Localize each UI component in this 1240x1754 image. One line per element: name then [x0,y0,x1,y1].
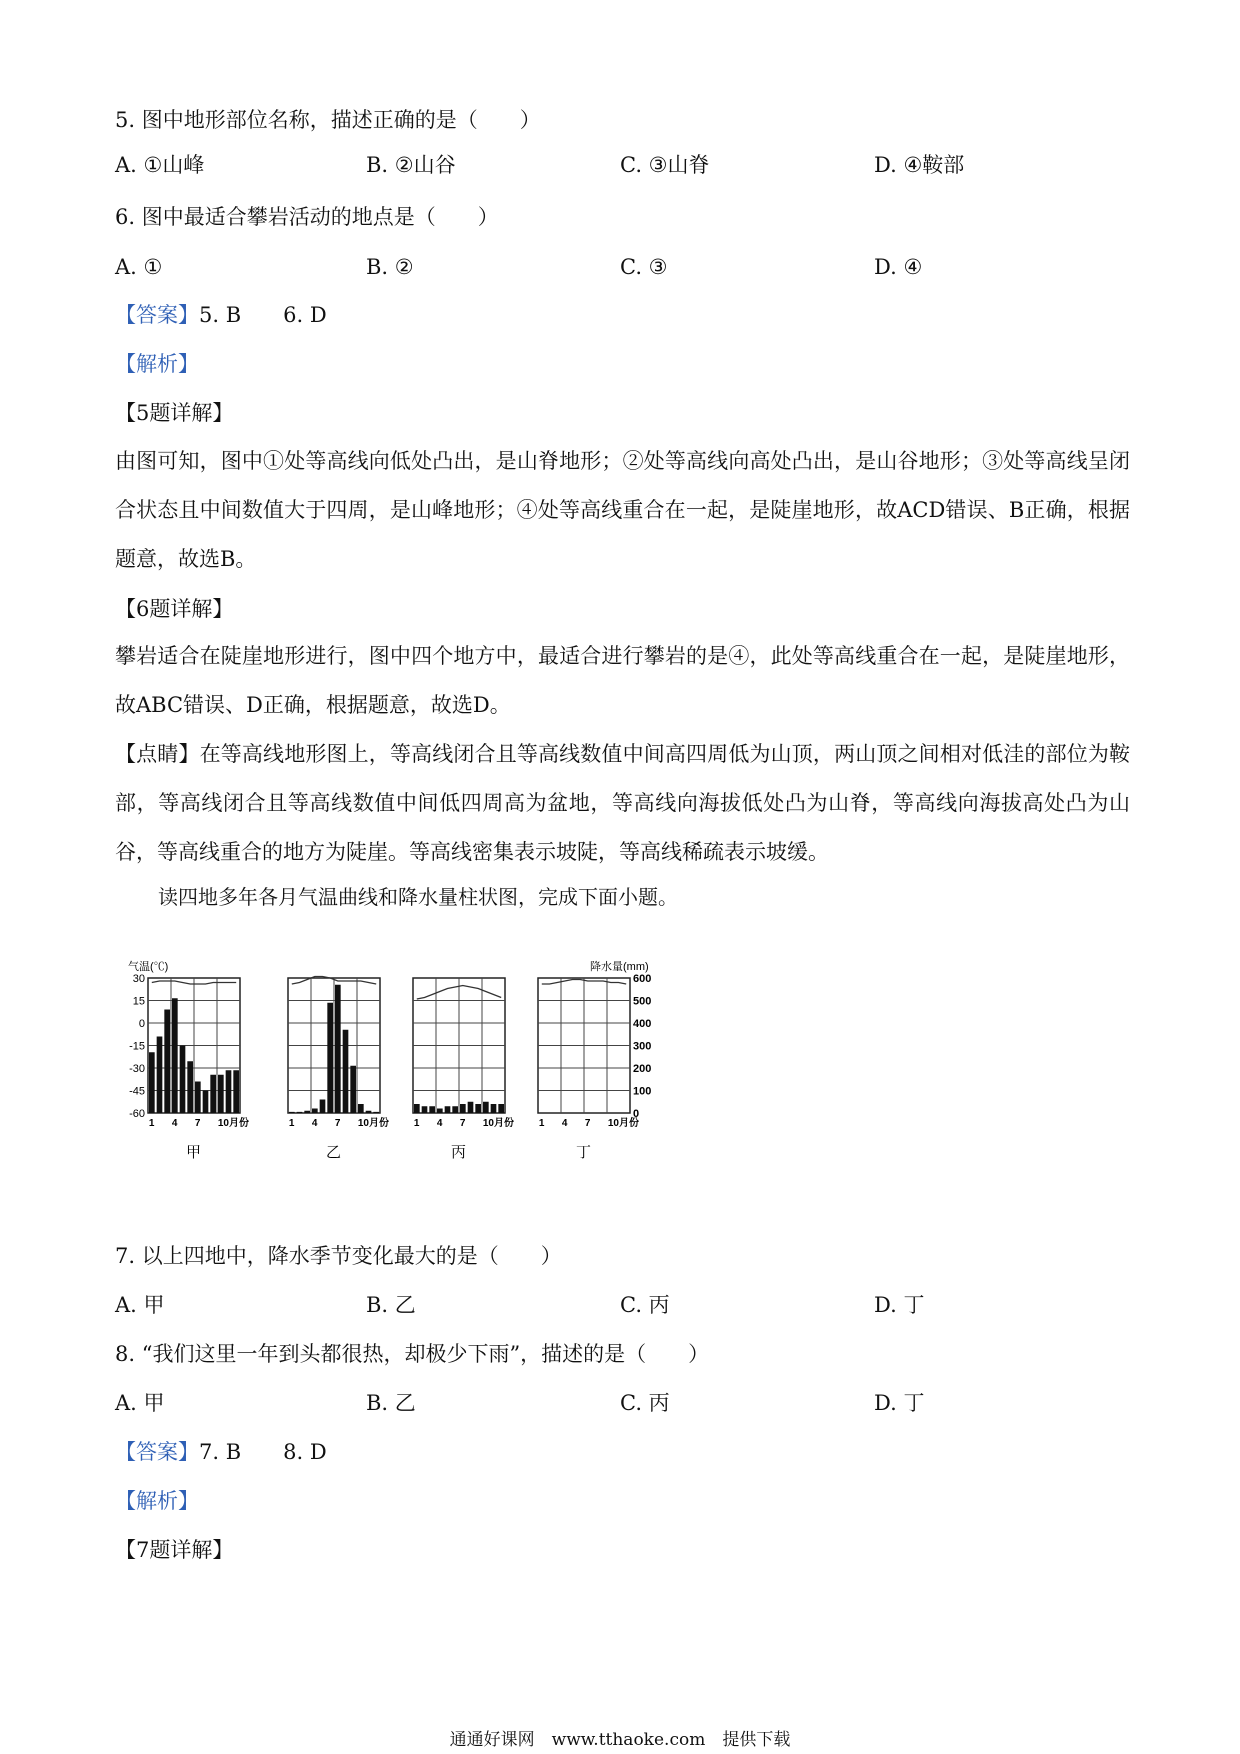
precipitation-bar [335,985,341,1113]
precipitation-bar [437,1109,443,1114]
temperature-axis-label: 气温(℃) [128,961,169,973]
precipitation-bar [498,1104,504,1113]
q7-option-b: B. 乙 [366,1293,416,1317]
x-tick-label: 10月份 [217,1118,249,1129]
key-point-tag: 【点睛】 [115,742,200,766]
answer-2 [115,1437,327,1467]
precipitation-bar [195,1082,201,1114]
precipitation-bar [172,998,178,1113]
x-tick-label: 10月份 [607,1118,639,1129]
x-tick-label: 1 [148,1118,155,1129]
x-tick-label: 4 [171,1118,178,1129]
answer-tag: 【答案】 [115,1440,199,1464]
x-tick-label: 7 [459,1118,466,1129]
precipitation-tick-label: 300 [633,1040,652,1053]
x-tick-label: 4 [311,1118,318,1129]
precipitation-tick-label: 200 [633,1063,652,1075]
precipitation-bar [468,1102,474,1113]
detail-7-title: 【7题详解】 [115,1538,234,1562]
x-tick-label: 7 [194,1118,201,1129]
temperature-tick-label: -45 [129,1085,145,1098]
precipitation-tick-label: 500 [633,995,652,1008]
precipitation-bar [429,1106,435,1113]
q6-stem: 6. 图中最适合攀岩活动的地点是（ ） [115,205,499,229]
precipitation-bar [414,1104,420,1113]
x-tick-label: 4 [436,1118,443,1129]
precipitation-bar [475,1104,481,1113]
detail-5-title: 【5题详解】 [115,401,234,425]
q7-option-c: C. 丙 [620,1293,670,1317]
q6-option-b: B. ② [366,255,414,279]
detail-6-text: 攀岩适合在陡崖地形进行，图中四个地方中，最适合进行攀岩的是④，此处等高线重合在一起，是陡崖地形，故ABC错误、D正确，根据题意，故选D。 [115,644,1130,717]
q8-option-d: D. 丁 [874,1391,925,1415]
precipitation-bar [226,1070,232,1113]
temperature-tick-label: 0 [138,1018,145,1030]
chart-panel-label: 乙 [326,1143,342,1161]
x-tick-label: 10月份 [357,1118,389,1129]
precipitation-bar [180,1046,186,1114]
precipitation-bar [164,1010,170,1114]
chart-intro: 读四地多年各月气温曲线和降水量柱状图，完成下面小题。 [158,885,678,909]
precipitation-bar [203,1091,209,1114]
q5-option-d: D. ④鞍部 [874,153,965,177]
precipitation-bar [218,1075,224,1113]
q6-option-a: A. ① [115,255,163,279]
temperature-tick-label: -60 [129,1108,145,1120]
q7-option-d: D. 丁 [874,1293,925,1317]
q5-stem: 5. 图中地形部位名称，描述正确的是（ ） [115,108,541,132]
precipitation-tick-label: 0 [633,1108,640,1120]
x-tick-label: 10月份 [482,1118,514,1129]
precipitation-bar [422,1106,428,1113]
answer-tag: 【答案】 [115,303,199,327]
temperature-tick-label: -15 [129,1040,145,1053]
x-tick-label: 1 [288,1118,295,1129]
precipitation-bar [452,1106,458,1113]
precipitation-bar [157,1037,163,1114]
detail-5-text: 由图可知，图中①处等高线向低处凸出，是山脊地形；②处等高线向高处凸出，是山谷地形；③处等高线呈闭合状态且中间数值大于四周，是山峰地形；④处等高线重合在一起，是陡崖地形，故ACD错误、B正确，根据题意，故选B。 [115,449,1130,571]
analysis-heading-2: 【解析】 [115,1489,199,1513]
precipitation-bar [187,1061,193,1113]
chart-panel-label: 丁 [576,1143,592,1161]
q5-option-a: A. ①山峰 [115,153,205,177]
precipitation-bar [312,1109,318,1114]
precipitation-bar [343,1030,349,1113]
answer-text: 5. B 6. D [199,303,327,327]
q8-option-c: C. 丙 [620,1391,670,1415]
q7-stem: 7. 以上四地中，降水季节变化最大的是（ ） [115,1244,562,1268]
precipitation-bar [445,1106,451,1113]
temperature-tick-label: 15 [132,995,145,1008]
temperature-tick-label: -30 [129,1063,145,1075]
climate-charts [128,958,660,1168]
precipitation-bar [289,1112,295,1113]
answer-text: 7. B 8. D [199,1440,327,1464]
precipitation-bar [297,1112,303,1113]
q7-option-a: A. 甲 [115,1293,165,1317]
precipitation-bar [358,1104,364,1113]
precipitation-tick-label: 600 [633,973,652,985]
q6-option-d: D. ④ [874,255,923,279]
key-point [115,730,1130,877]
analysis-heading-1: 【解析】 [115,352,199,376]
detail-6-title: 【6题详解】 [115,597,234,621]
precipitation-axis-label: 降水量(mm) [590,961,649,973]
answer-1 [115,300,327,330]
chart-panel-label: 丙 [451,1143,467,1161]
x-tick-label: 1 [413,1118,420,1129]
x-tick-label: 4 [561,1118,568,1129]
precipitation-tick-label: 400 [633,1018,652,1030]
precipitation-bar [373,1112,379,1113]
precipitation-bar [491,1104,497,1113]
precipitation-bar [210,1075,216,1113]
page-footer: 通通好课网 www.tthaoke.com 提供下载 [449,1730,791,1750]
q8-stem: 8. “我们这里一年到头都很热，却极少下雨”，描述的是（ ） [115,1342,710,1366]
precipitation-bar [460,1104,466,1113]
precipitation-tick-label: 100 [633,1085,652,1098]
q5-option-b: B. ②山谷 [366,153,456,177]
temperature-tick-label: 30 [132,973,145,985]
precipitation-bar [149,1052,155,1113]
x-tick-label: 7 [584,1118,591,1129]
precipitation-bar [483,1102,489,1113]
precipitation-bar [304,1111,310,1113]
precipitation-bar [233,1070,239,1113]
precipitation-bar [350,1066,356,1113]
x-tick-label: 1 [538,1118,545,1129]
precipitation-bar [327,1003,333,1113]
chart-panel-label: 甲 [186,1143,202,1161]
q5-option-c: C. ③山脊 [620,153,710,177]
precipitation-bar [320,1100,326,1114]
q8-option-b: B. 乙 [366,1391,416,1415]
q8-option-a: A. 甲 [115,1391,165,1415]
x-tick-label: 7 [334,1118,341,1129]
precipitation-bar [366,1111,372,1113]
q6-option-c: C. ③ [620,255,668,279]
key-point-text: 在等高线地形图上，等高线闭合且等高线数值中间高四周低为山顶，两山顶之间相对低洼的部位为鞍部，等高线闭合且等高线数值中间低四周高为盆地，等高线向海拔低处凸为山脊，等高线向海拔高处凸为山谷，等高线重合的地方为陡崖。等高线密集表示坡陡，等高线稀疏表示坡缓。 [115,742,1131,864]
